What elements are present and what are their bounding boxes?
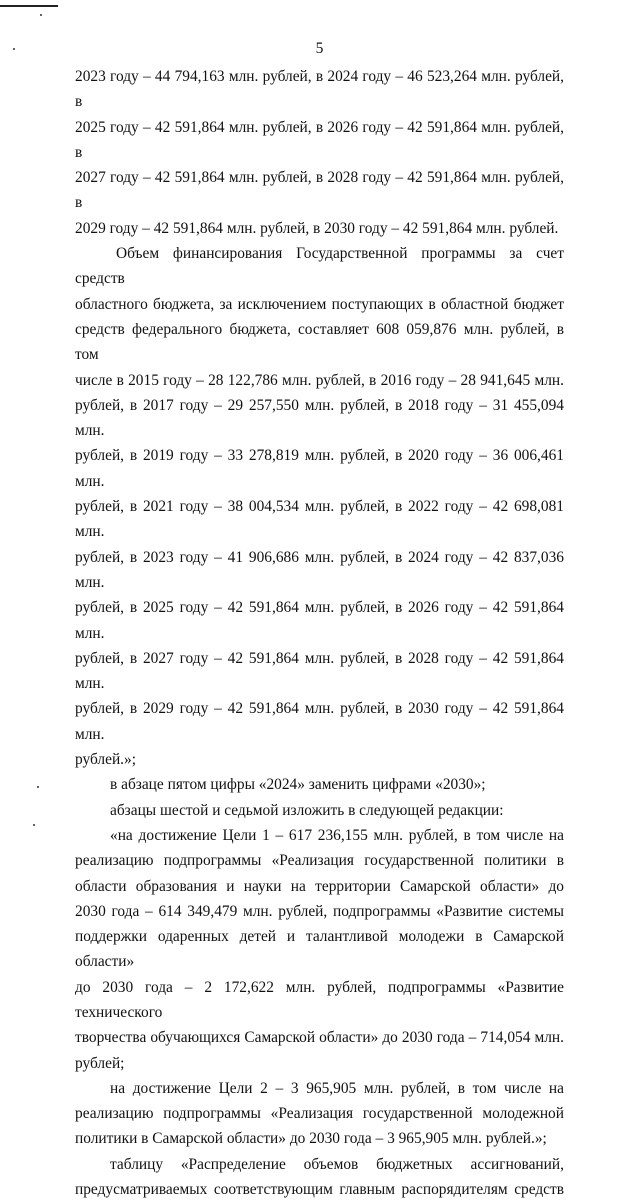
text-line: 2029 году – 42 591,864 млн. рублей, в 2030 году – 42 591,864 млн. рублей.: [75, 219, 559, 237]
text-line: до 2030 года – 2 172,622 млн. рублей, подпрограммы «Развитие технического: [75, 978, 564, 1021]
paragraph-start-line: на достижение Цели 2 – 3 965,905 млн. рублей, в том числе на: [110, 1079, 564, 1097]
text-line: 2027 году – 42 591,864 млн. рублей, в 2028 году – 42 591,864 млн. рублей, в: [75, 169, 564, 212]
text-line: средств федерального бюджета, составляет 608 059,876 млн. рублей, в том: [75, 320, 564, 364]
paragraph-start-line: «на достижение Цели 1 – 617 236,155 млн. рублей, в том числе на: [110, 826, 564, 844]
text-line: рублей, в 2017 году – 29 257,550 млн. рублей, в 2018 году – 31 455,094 млн.: [75, 396, 564, 440]
text-line: 2030 года – 614 349,479 млн. рублей, подпрограммы «Развитие системы: [75, 902, 564, 920]
text-line: политики в Самарской области» до 2030 года – 3 965,905 млн. рублей.»;: [75, 1130, 547, 1148]
paragraph-start-line: абзацы шестой и седьмой изложить в следующей редакции:: [110, 801, 504, 819]
text-line: рублей;: [75, 1054, 125, 1072]
text-line: области образования и науки на территории Самарской области» до: [75, 877, 564, 895]
paragraph-start-line: таблицу «Распределение объемов бюджетных ассигнований,: [110, 1155, 564, 1173]
scan-speck: [40, 14, 42, 16]
scan-speck: [33, 824, 35, 826]
text-line: 2023 году – 44 794,163 млн. рублей, в 2024 году – 46 523,264 млн. рублей, в: [75, 68, 564, 111]
text-line: творчества обучающихся Самарской области» до 2030 года – 714,054 млн.: [75, 1029, 564, 1047]
text-line: реализацию подпрограммы «Реализация государственной политики в: [75, 852, 564, 870]
paragraph-start-line: Объем финансирования Государственной программы за счет средств: [75, 245, 564, 288]
text-line: числе в 2015 году – 28 122,786 млн. рублей, в 2016 году – 28 941,645 млн.: [75, 371, 564, 389]
paragraph-start-line: в абзаце пятом цифры «2024» заменить цифрами «2030»;: [110, 776, 486, 794]
text-line: 2025 году – 42 591,864 млн. рублей, в 2026 году – 42 591,864 млн. рублей, в: [75, 118, 564, 161]
text-line: рублей, в 2029 году – 42 591,864 млн. рублей, в 2030 году – 42 591,864 млн.: [75, 700, 564, 743]
text-line: рублей, в 2019 году – 33 278,819 млн. рублей, в 2020 году – 36 006,461 млн.: [75, 447, 564, 490]
text-line: реализацию подпрограммы «Реализация государственной молодежной: [75, 1105, 564, 1123]
scan-edge-mark: [0, 5, 58, 7]
document-body: [75, 64, 564, 1202]
text-line: рублей, в 2025 году – 42 591,864 млн. рублей, в 2026 году – 42 591,864 млн.: [75, 599, 564, 642]
text-line: рублей.»;: [75, 751, 136, 769]
text-line: рублей, в 2027 году – 42 591,864 млн. рублей, в 2028 году – 42 591,864 млн.: [75, 649, 564, 693]
text-line: рублей, в 2021 году – 38 004,534 млн. рублей, в 2022 году – 42 698,081 млн.: [75, 498, 564, 541]
text-line: рублей, в 2023 году – 41 906,686 млн. рублей, в 2024 году – 42 837,036 млн.: [75, 548, 564, 591]
text-line: предусматриваемых соответствующим главным распорядителям средств: [75, 1181, 564, 1199]
text-line: поддержки одаренных детей и талантливой молодежи в Самарской области»: [75, 928, 564, 971]
page-number: 5: [315, 40, 324, 57]
text-line: областного бюджета, за исключением поступающих в областной бюджет: [75, 295, 564, 313]
scan-speck: [37, 786, 39, 788]
